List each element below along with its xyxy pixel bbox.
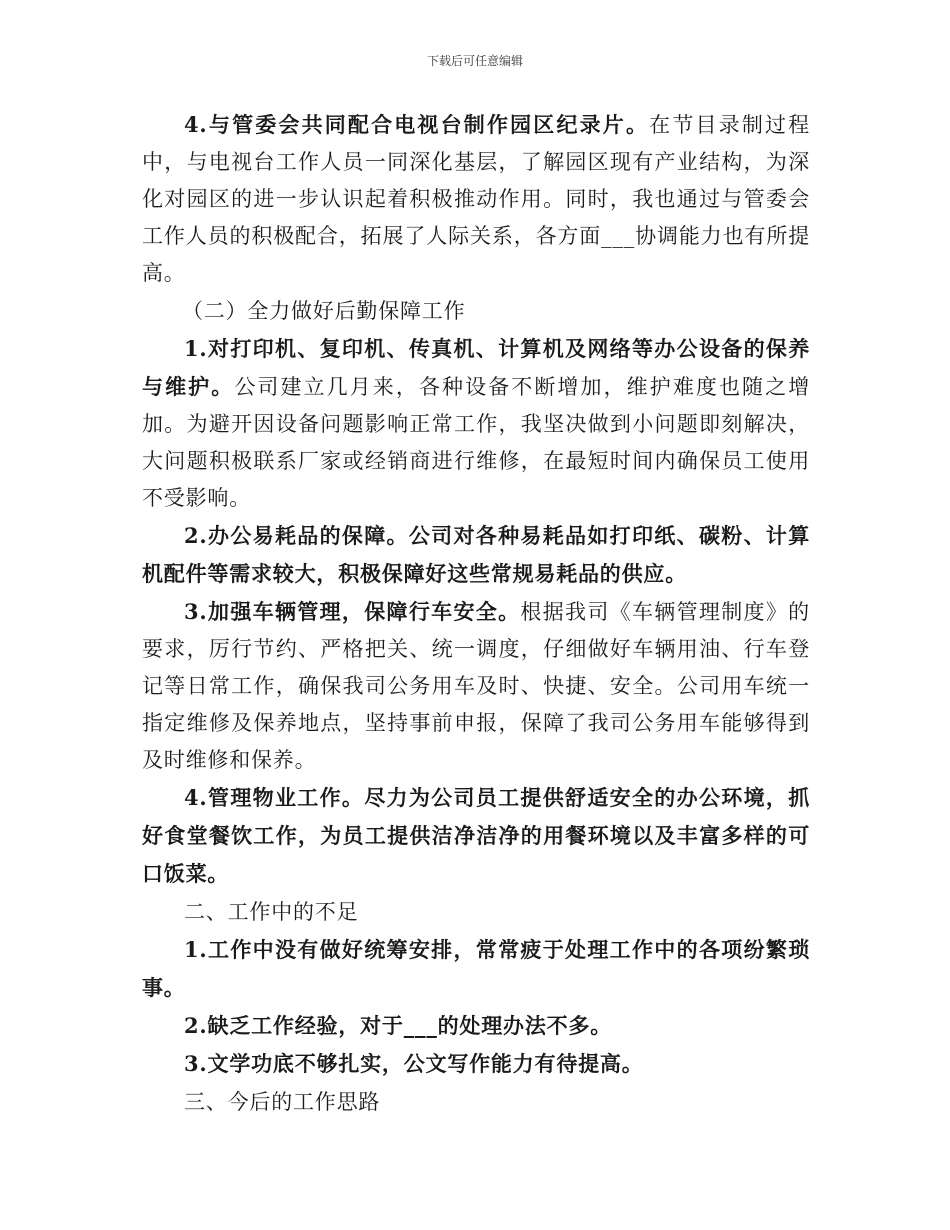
paragraph-heading: 3.文学功底不够扎实，公文写作能力有待提高。 (184, 1051, 644, 1076)
page-header-note: 下载后可任意编辑 (426, 54, 523, 68)
paragraph-heading: 3.加强车辆管理，保障行车安全。 (184, 599, 521, 624)
section-heading-future-plans (142, 1083, 810, 1121)
paragraph-shortcoming-writing (142, 1045, 810, 1083)
paragraph-text: 在节目录制过程中，与电视台工作人员一同深化基层，了解园区现有产业结构，为深化对园区的进一步认识起着积极推动作用。同时，我也通过与管委会工作人员的积极配合，拓展了人际关系，各方面___协调能力也有所提高。 (142, 113, 810, 285)
section-heading-shortcomings (142, 893, 810, 931)
paragraph-equipment-maintenance (142, 330, 810, 517)
paragraph-heading: 4.管理物业工作。尽力为公司员工提供舒适安全的办公环境，抓好食堂餐饮工作，为员工提供洁净洁净的用餐环境以及丰富多样的可口饭菜。 (142, 785, 810, 886)
paragraph-text: 根据我司《车辆管理制度》的要求，厉行节约、严格把关、统一调度，仔细做好车辆用油、行车登记等日常工作，确保我司公务用车及时、快捷、安全。公司用车统一指定维修及保养地点，坚持事前申报，保障了我司公务用车能够得到及时维修和保养。 (142, 600, 810, 772)
paragraph-text: （二）全力做好后勤保障工作 (182, 299, 466, 323)
section-heading-logistics (142, 292, 810, 330)
paragraph-vehicle-management (142, 593, 810, 779)
paragraph-documentary (142, 106, 810, 292)
paragraph-heading: 2.缺乏工作经验，对于___的处理办法不多。 (184, 1013, 613, 1038)
paragraph-shortcoming-planning (142, 931, 810, 1007)
paragraph-shortcoming-experience (142, 1007, 810, 1045)
paragraph-heading: 1.工作中没有做好统筹安排，常常疲于处理工作中的各项纷繁琐事。 (142, 937, 810, 1000)
paragraph-heading: 4.与管委会共同配合电视台制作园区纪录片。 (184, 112, 650, 137)
paragraph-consumables (142, 517, 810, 593)
paragraph-text: 二、工作中的不足 (184, 900, 359, 924)
paragraph-text: 公司建立几月来，各种设备不断增加，维护难度也随之增加。为避开因设备问题影响正常工作，我坚决做到小问题即刻解决，大问题积极联系厂家或经销商进行维修，在最短时间内确保员工使用不受影响。 (142, 375, 811, 510)
paragraph-property-management (142, 779, 810, 893)
document-body (142, 106, 810, 1121)
paragraph-heading: 2.办公易耗品的保障。公司对各种易耗品如打印纸、碳粉、计算机配件等需求较大，积极保障好这些常规易耗品的供应。 (142, 523, 810, 586)
paragraph-text: 三、今后的工作思路 (184, 1090, 381, 1114)
paragraph-heading: 1.对打印机、复印机、传真机、计算机及网络等办公设备的保养与维护。 (142, 336, 810, 399)
